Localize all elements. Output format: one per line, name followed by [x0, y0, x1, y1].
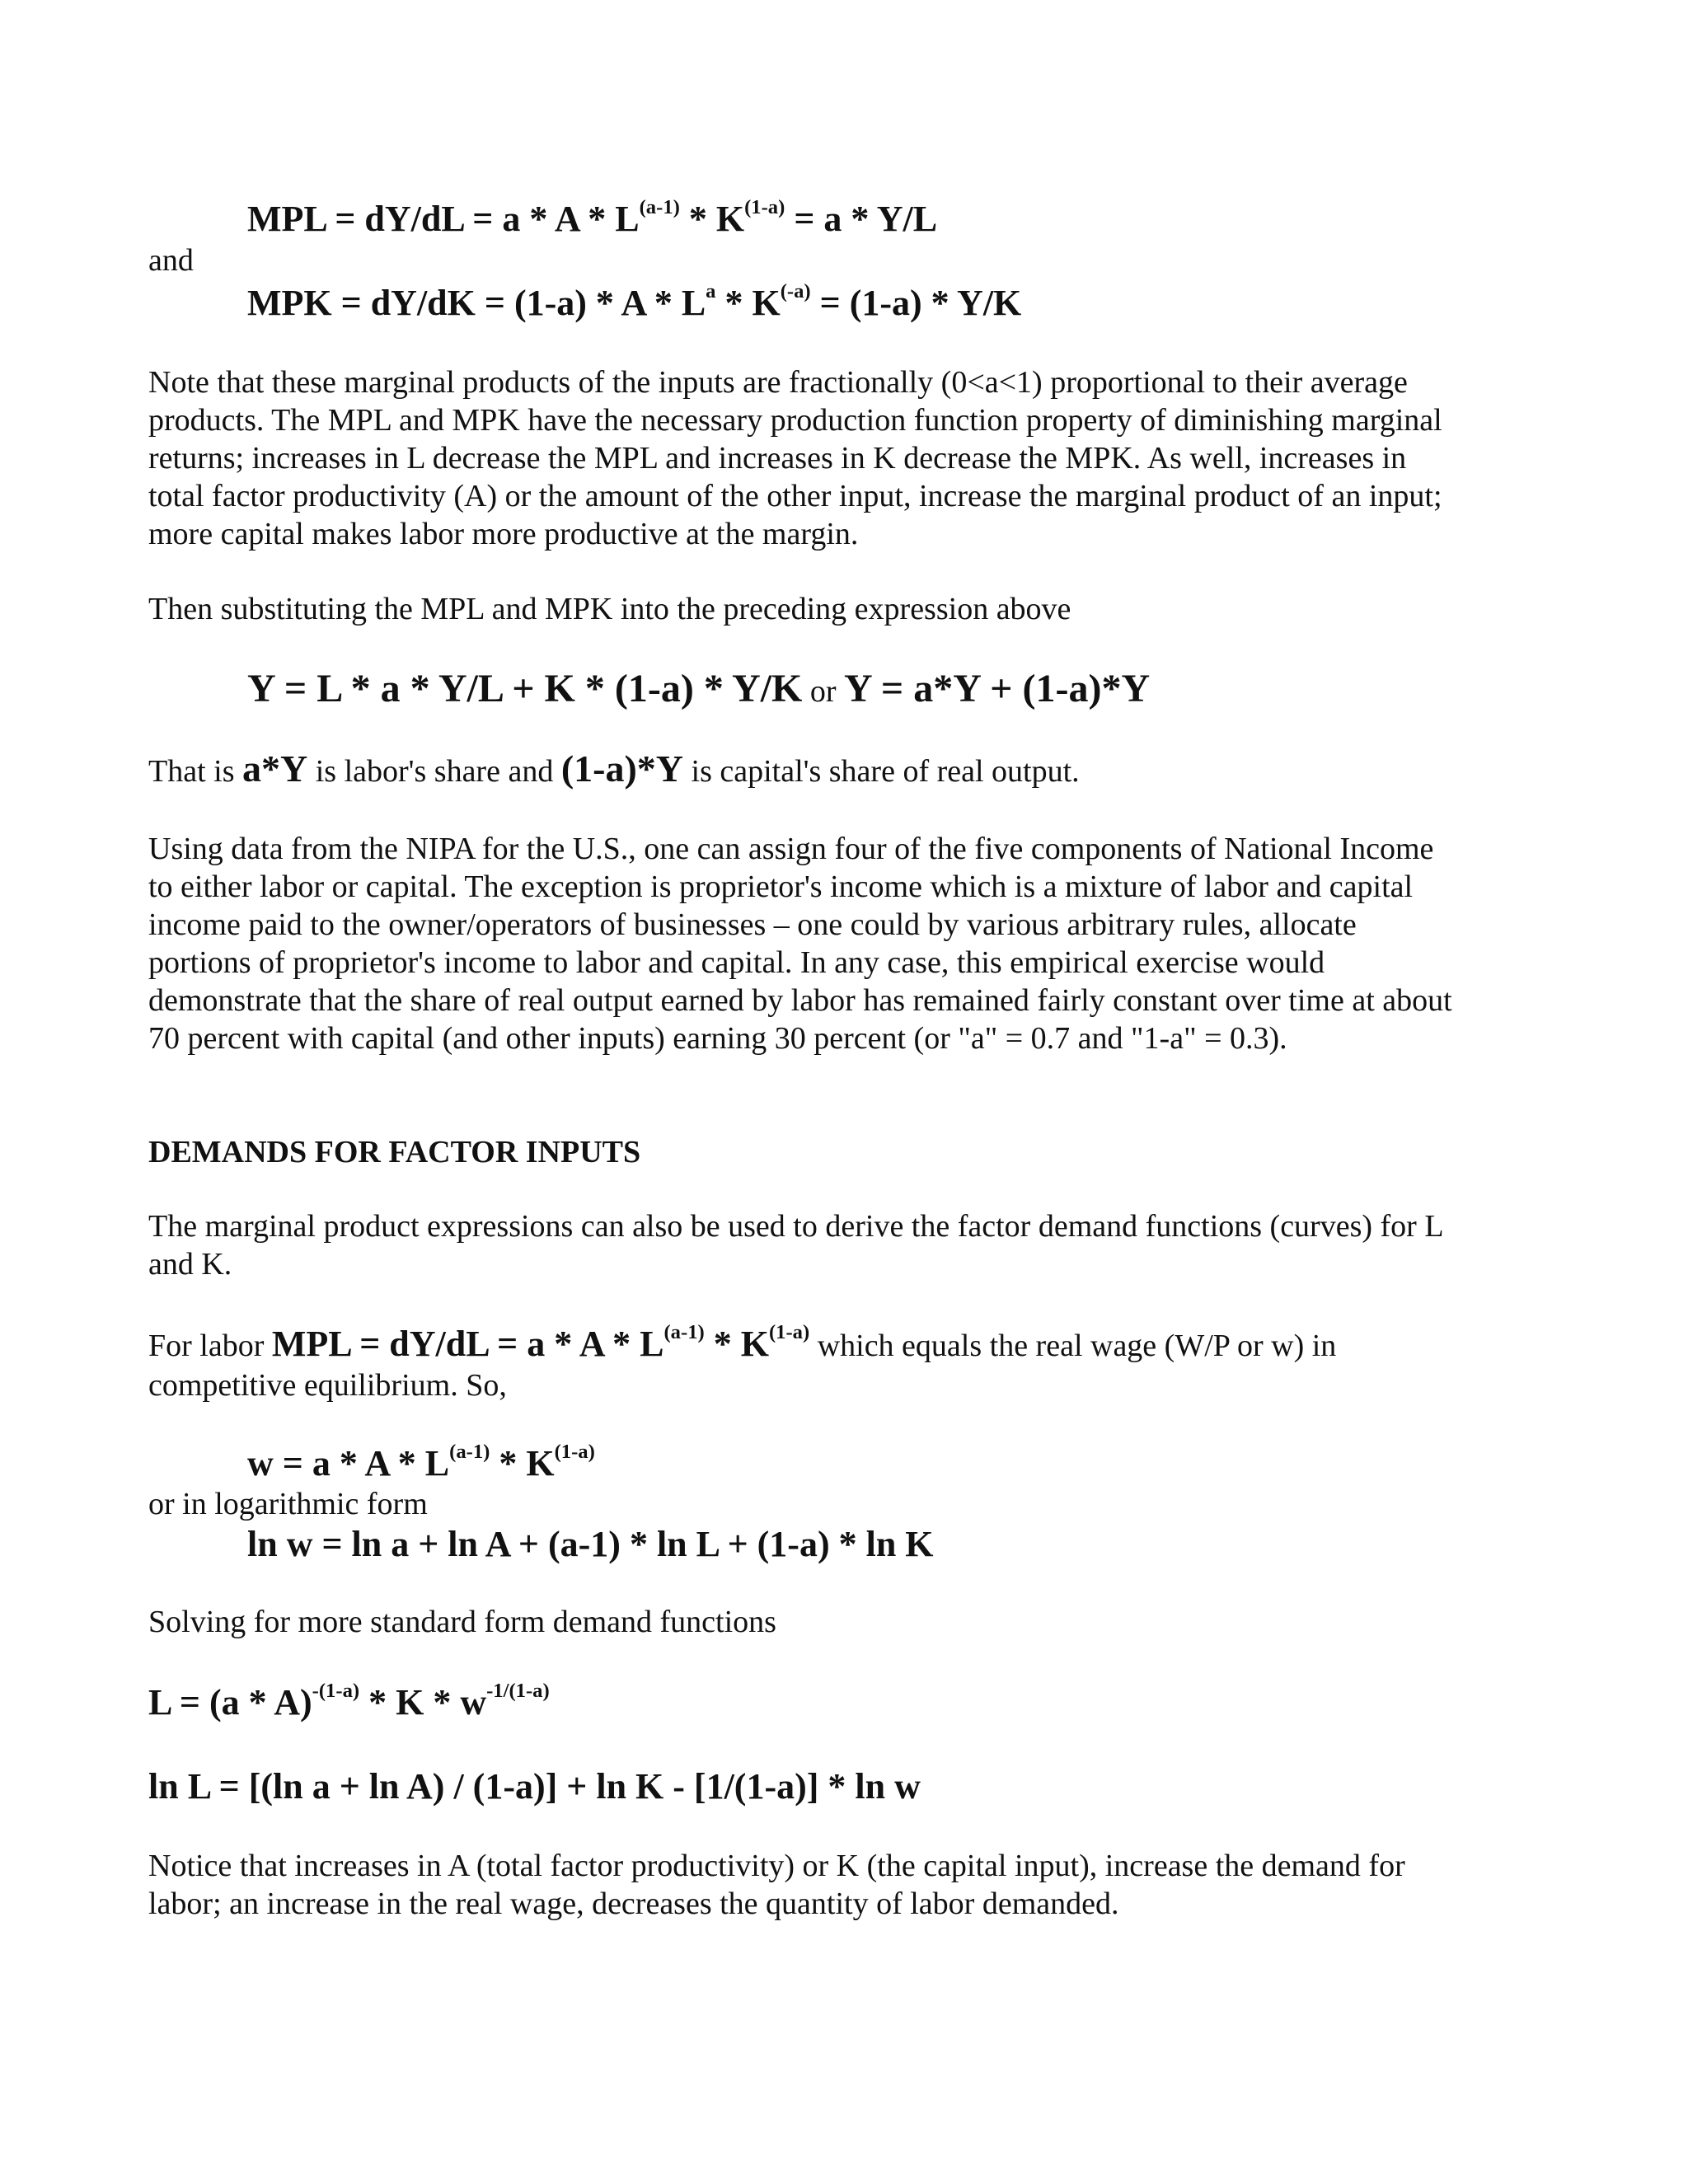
- wage-eq-exp2: (1-a): [554, 1441, 595, 1464]
- paragraph-1-line-2: products. The MPL and MPK have the necessary production function property of diminishing marginal: [148, 403, 1442, 438]
- paragraph-1-line-4: total factor productivity (A) or the amount of the other input, increase the marginal product of an input;: [148, 479, 1442, 513]
- wage-equation: [247, 1442, 595, 1491]
- labor-mpl-exp1: (a-1): [663, 1321, 705, 1344]
- labor-sentence-line-1: [148, 1321, 1337, 1369]
- log-intro: or in logarithmic form: [148, 1487, 428, 1521]
- log-wage-equation: ln w = ln a + ln A + (a-1) * ln L + (1-a) * ln K: [247, 1524, 934, 1564]
- mpk-eq-tail: = (1-a) * Y/K: [810, 283, 1022, 323]
- mpl-eq-exp1: (a-1): [639, 196, 680, 219]
- paragraph-1-line-1: Note that these marginal products of the inputs are fractionally (0<a<1) proportional to their average: [148, 365, 1408, 400]
- share-sentence-text-1: That is: [148, 754, 242, 789]
- log-labor-demand-equation: ln L = [(ln a + ln A) / (1-a)] + ln K - [1/(1-a)] * ln w: [148, 1766, 921, 1807]
- paragraph-4-line-1: The marginal product expressions can also be used to derive the factor demand functions (curves) for L: [148, 1209, 1444, 1244]
- paragraph-3-line-6: 70 percent with capital (and other inputs) earning 30 percent (or "a" = 0.7 and "1-a" = 0.3).: [148, 1021, 1287, 1056]
- mpl-eq-exp2: (1-a): [744, 196, 785, 219]
- paragraph-3-line-4: portions of proprietor's income to labor and capital. In any case, this empirical exercise would: [148, 945, 1325, 980]
- labor-mpl-equation: [271, 1321, 810, 1364]
- mpk-eq-main: MPK = dY/dK = (1-a) * A * L: [247, 283, 706, 323]
- paragraph-1-line-5: more capital makes labor more productive at the margin.: [148, 517, 859, 551]
- labor-sentence-line-2: competitive equilibrium. So,: [148, 1368, 507, 1403]
- solving-sentence: Solving for more standard form demand functions: [148, 1605, 776, 1639]
- labor-mpl-exp2: (1-a): [768, 1321, 810, 1344]
- paragraph-3-line-3: income paid to the owner/operators of businesses – one could by various arbitrary rules, allocate: [148, 907, 1357, 942]
- mpk-eq-mid: * K: [715, 283, 781, 323]
- share-eq-left: Y = L * a * Y/L + K * (1-a) * Y/K: [247, 667, 803, 710]
- share-sentence-text-2: is labor's share and: [307, 754, 561, 789]
- share-eq-right: Y = a*Y + (1-a)*Y: [844, 667, 1151, 710]
- demand-eq-exp2: -1/(1-a): [486, 1680, 550, 1703]
- labor-mpl-mid: * K: [704, 1324, 769, 1364]
- paragraph-2: Then substituting the MPL and MPK into the preceding expression above: [148, 592, 1071, 626]
- share-eq-or: or: [802, 674, 845, 709]
- demand-eq-main: L = (a * A): [148, 1682, 312, 1722]
- paragraph-3-line-2: to either labor or capital. The exception is proprietor's income which is a mixture of labor and capital: [148, 869, 1414, 904]
- mpk-eq-exp2: (-a): [780, 280, 811, 303]
- mpl-eq-mid: * K: [679, 199, 745, 239]
- paragraph-4-line-2: and K.: [148, 1247, 232, 1282]
- paragraph-1-line-3: returns; increases in L decrease the MPL and increases in K decrease the MPK. As well, increases in: [148, 441, 1407, 476]
- labor-share-expr: a*Y: [241, 748, 308, 790]
- demand-eq-exp1: -(1-a): [312, 1680, 360, 1703]
- paragraph-3-line-1: Using data from the NIPA for the U.S., one can assign four of the five components of National Income: [148, 832, 1434, 866]
- section-heading: DEMANDS FOR FACTOR INPUTS: [148, 1135, 641, 1169]
- wage-eq-main: w = a * A * L: [247, 1443, 450, 1483]
- demand-eq-mid: * K * w: [359, 1682, 487, 1722]
- mpl-eq-main: MPL = dY/dL = a * A * L: [247, 199, 640, 239]
- labor-sentence-text-1: For labor: [148, 1329, 272, 1363]
- mpl-eq-tail: = a * Y/L: [785, 199, 938, 239]
- mpl-equation: [247, 198, 937, 246]
- mpk-eq-exp1: a: [706, 280, 716, 303]
- wage-eq-exp1: (a-1): [449, 1441, 490, 1464]
- paragraph-5-line-1: Notice that increases in A (total factor productivity) or K (the capital input), increase the demand for: [148, 1849, 1405, 1883]
- paragraph-5-line-2: labor; an increase in the real wage, decreases the quantity of labor demanded.: [148, 1886, 1119, 1921]
- labor-sentence-text-2: which equals the real wage (W/P or w) in: [809, 1329, 1337, 1363]
- labor-mpl-main: MPL = dY/dL = a * A * L: [271, 1324, 664, 1364]
- capital-share-expr: (1-a)*Y: [560, 748, 684, 790]
- share-equation: [247, 666, 1150, 715]
- and-connector: and: [148, 243, 194, 278]
- share-sentence: [148, 750, 1080, 790]
- share-sentence-text-3: is capital's share of real output.: [683, 754, 1080, 789]
- wage-eq-mid: * K: [490, 1443, 555, 1483]
- paragraph-3-line-5: demonstrate that the share of real output earned by labor has remained fairly constant over time at about: [148, 983, 1452, 1018]
- labor-demand-equation: [148, 1681, 550, 1730]
- mpk-equation: [247, 282, 1021, 330]
